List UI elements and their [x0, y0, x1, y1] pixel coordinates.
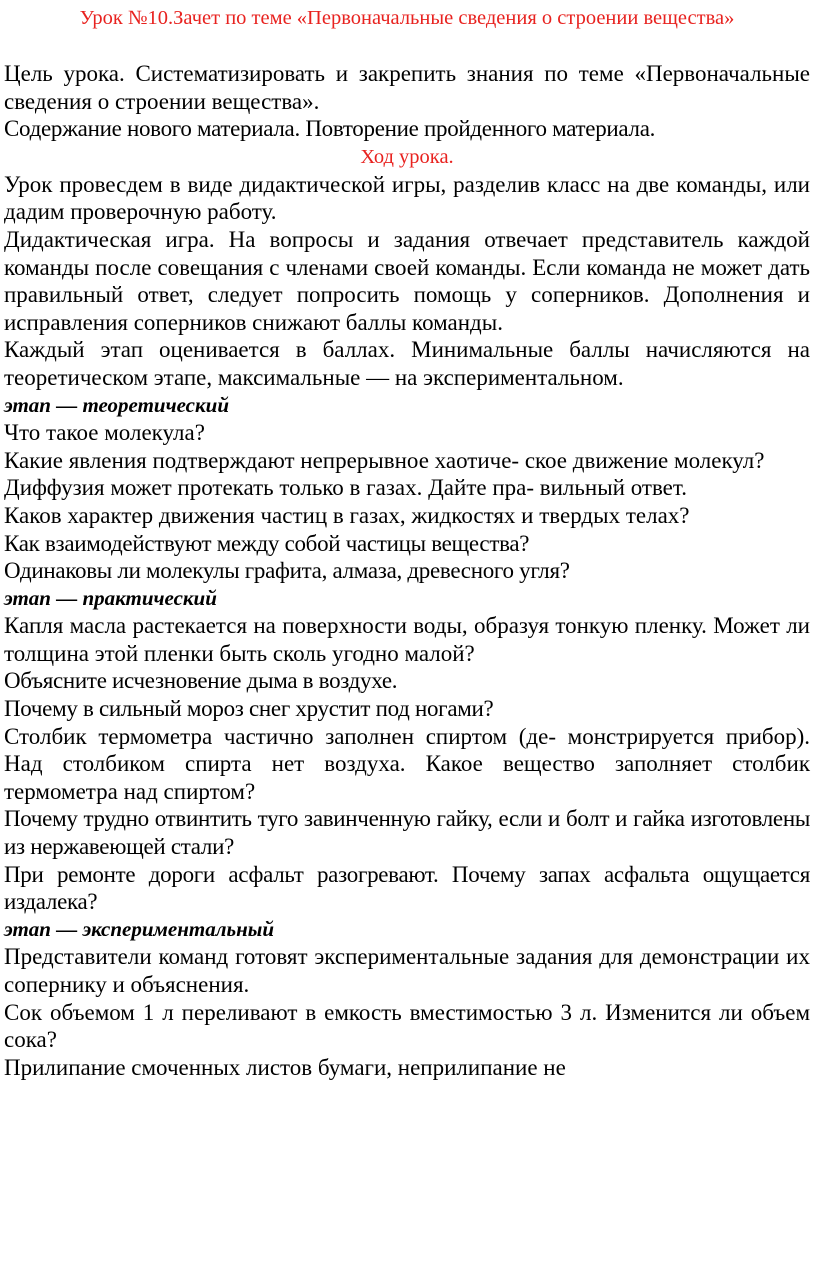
lesson-content: Содержание нового материала. Повторение пройденного материала.: [4, 116, 656, 142]
question-item: Столбик термометра частично заполнен спиртом (де- монстрируется прибор). Над столбиком спирта нет воздуха. Какое вещество заполняет столбик термометра над спиртом?: [4, 723, 810, 804]
question-item: Почему трудно отвинтить туго завинченную гайку, если и болт и гайка изготовлены из нержавеющей стали?: [4, 806, 810, 860]
question-item: Каков характер движения частиц в газах, жидкостях и твердых телах?: [4, 502, 690, 528]
question-item: Объясните исчезновение дыма в воздухе.: [4, 668, 398, 694]
stage-theoretical-heading: этап — теоретический: [4, 392, 230, 417]
question-item: Представители команд готовят экспериментальные задания для демонстрации их сопернику и объяснения.: [4, 944, 810, 997]
stage-practical-heading: этап — практический: [4, 585, 217, 610]
document-title: Урок №10.Зачет по теме «Первоначальные сведения о строении вещества»: [79, 7, 735, 29]
question-item: Прилипание смоченных листов бумаги, неприлипание не: [4, 1054, 566, 1080]
question-item: Почему в сильный мороз снег хрустит под ногами?: [4, 696, 494, 722]
question-item: Сок объемом 1 л переливают в емкость вместимостью 3 л. Изменится ли объем сока?: [4, 999, 810, 1053]
lesson-intro: Урок провесдем в виде дидактической игры, разделив класс на две команды, или дадим проверочную работу.: [4, 171, 810, 225]
question-item: Одинаковы ли молекулы графита, алмаза, древесного угля?: [4, 558, 570, 584]
lesson-goal: Цель урока. Систематизировать и закрепить знания по теме «Первоначальные сведения о строении вещества».: [4, 61, 810, 114]
question-item: Что такое молекула?: [4, 420, 205, 446]
question-item: Капля масла растекается на поверхности воды, образуя тонкую пленку. Может ли толщина этой пленки быть сколь угодно малой?: [4, 613, 810, 666]
course-heading: Ход урока.: [360, 145, 454, 168]
stage-experimental-heading: этап — экспериментальный: [4, 916, 274, 941]
question-item: Как взаимодействуют между собой частицы вещества?: [4, 530, 530, 556]
question-item: Диффузия может протекать только в газах. Дайте пра- вильный ответ.: [4, 475, 687, 501]
scoring-description: Каждый этап оценивается в баллах. Минимальные баллы начисляются на теоретическом этапе, максимальные — на экспериментальном.: [4, 337, 810, 390]
game-description: Дидактическая игра. На вопросы и задания отвечает представитель каждой команды после совещания с членами своей команды. Если команда не может дать правильный ответ, следует попросить помощь у соперников. Дополнения и исправления соперников снижают баллы команды.: [4, 226, 810, 335]
question-item: Какие явления подтверждают непрерывное хаотиче- ское движение молекул?: [4, 447, 765, 473]
question-item: При ремонте дороги асфальт разогревают. Почему запах асфальта ощущается издалека?: [4, 861, 810, 915]
